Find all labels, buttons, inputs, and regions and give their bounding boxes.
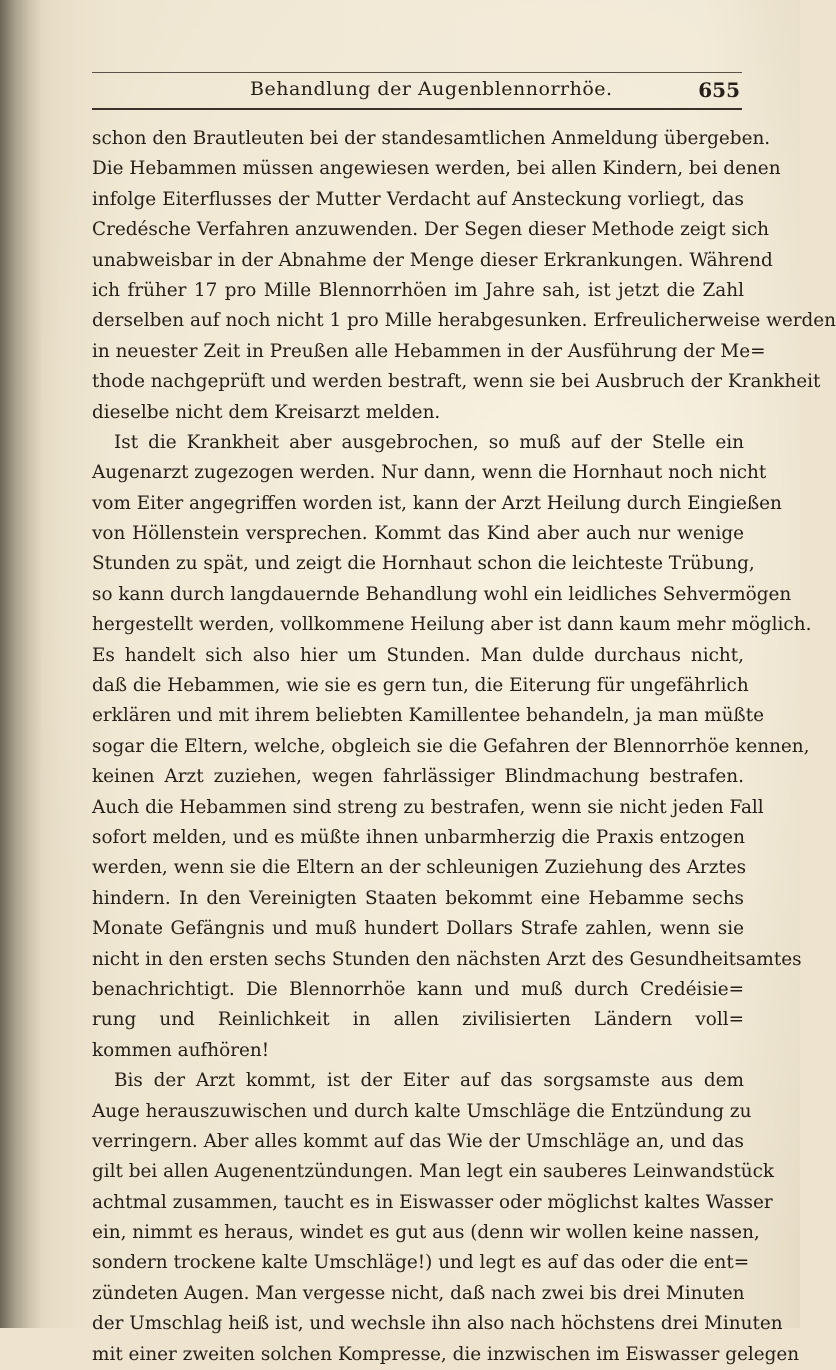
text-line: ein, nimmt es heraus, windet es gut aus (denn wir wollen keine nassen, [92,1222,760,1244]
text-line: von Höllenstein versprechen. Kommt das Kind aber auch nur wenige [92,523,744,545]
text-line: hindern. In den Vereinigten Staaten bekommt eine Hebamme sechs [92,887,744,909]
text-line: Auge herauszuwischen und durch kalte Umschläge die Entzündung zu [92,1100,752,1122]
header-bottom-rule [92,108,742,110]
text-line: nicht in den ersten sechs Stunden den nächsten Arzt des Gesundheitsamtes [92,948,802,970]
text-line: kommen aufhören! [92,1039,270,1061]
text-line: hergestellt werden, vollkommene Heilung aber ist dann kaum mehr möglich. [92,614,812,636]
text-line: sogar die Eltern, welche, obgleich sie die Gefahren der Blennorrhöe kennen, [92,735,810,757]
text-line: Es handelt sich also hier um Stunden. Man dulde durchaus nicht, [92,644,744,666]
text-line: zündeten Augen. Man vergesse nicht, daß nach zwei bis drei Minuten [92,1282,745,1304]
text-line: thode nachgeprüft und werden bestraft, wenn sie bei Ausbruch der Krankheit [92,371,821,393]
text-line: erklären und mit ihrem beliebten Kamillentee behandeln, ja man müßte [92,705,764,727]
text-line: ich früher 17 pro Mille Blennorrhöen im Jahre sah, ist jetzt die Zahl [92,279,744,301]
text-line: dieselbe nicht dem Kreisarzt melden. [92,401,441,423]
text-line: achtmal zusammen, taucht es in Eiswasser oder möglichst kaltes Wasser [92,1191,773,1213]
text-line: schon den Brautleuten bei der standesamtlichen Anmeldung übergeben. [92,128,771,149]
text-line: Monate Gefängnis und muß hundert Dollars Strafe zahlen, wenn sie [92,918,744,940]
text-line: Credésche Verfahren anzuwenden. Der Segen dieser Methode zeigt sich [92,219,770,241]
header-top-rule [92,72,742,73]
text-line: keinen Arzt zuziehen, wegen fahrlässiger Blindmachung bestrafen. [92,766,744,788]
body-text [92,124,836,1370]
text-line: verringern. Aber alles kommt auf das Wie der Umschläge an, und das [92,1130,744,1152]
paragraph-start-line: Bis der Arzt kommt, ist der Eiter auf das sorgsamste aus dem [114,1070,744,1092]
paragraph-start-line: Ist die Krankheit aber ausgebrochen, so muß auf der Stelle ein [114,431,744,453]
text-line: werden, wenn sie die Eltern an der schleunigen Zuziehung des Arztes [92,857,747,879]
text-line: daß die Hebammen, wie sie es gern tun, die Eiterung für ungefährlich [92,675,749,697]
text-line: der Umschlag heiß ist, und wechsle ihn also nach höchstens drei Minuten [92,1313,783,1335]
text-line: benachrichtigt. Die Blennorrhöe kann und muß durch Credéisie= [92,978,744,1000]
text-line: rung und Reinlichkeit in allen zivilisierten Ländern voll= [92,1009,744,1031]
text-line: sofort melden, und es müßte ihnen unbarmherzig die Praxis entzogen [92,826,745,848]
text-line: derselben auf noch nicht 1 pro Mille herabgesunken. Erfreulicherweise werden [92,310,836,332]
text-line: gilt bei allen Augenentzündungen. Man legt ein sauberes Leinwandstück [92,1161,775,1183]
text-line: Stunden zu spät, und zeigt die Hornhaut schon die leichteste Trübung, [92,553,755,575]
text-line: so kann durch langdauernde Behandlung wohl ein leidliches Sehvermögen [92,583,792,605]
text-line: unabweisbar in der Abnahme der Menge dieser Erkrankungen. Während [92,249,773,271]
text-line: vom Eiter angegriffen worden ist, kann der Arzt Heilung durch Eingießen [92,492,782,514]
running-title: Behandlung der Augenblennorrhöe. [250,78,613,100]
text-line: mit einer zweiten solchen Kompresse, die inzwischen im Eiswasser gelegen [92,1343,800,1365]
page-number: 655 [698,78,740,102]
text-line: in neuester Zeit in Preußen alle Hebammen in der Ausführung der Me= [92,340,766,362]
text-line: sondern trockene kalte Umschläge!) und legt es auf das oder die ent= [92,1252,750,1274]
text-line: Die Hebammen müssen angewiesen werden, bei allen Kindern, bei denen [92,158,781,180]
text-line: Auch die Hebammen sind streng zu bestrafen, wenn sie nicht jeden Fall [92,796,764,818]
text-line: Augenarzt zugezogen werden. Nur dann, wenn die Hornhaut noch nicht [92,462,767,484]
binding-shadow [0,0,42,1328]
text-line: infolge Eiterflusses der Mutter Verdacht auf Ansteckung vorliegt, das [92,188,744,210]
